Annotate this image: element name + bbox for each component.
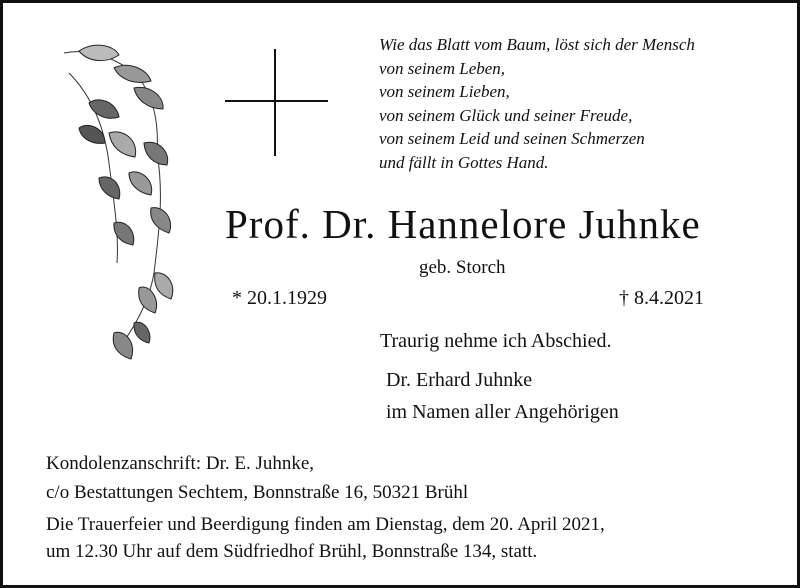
birth-date: * 20.1.1929	[232, 287, 327, 309]
condolence-address-line: c/o Bestattungen Sechtem, Bonnstraße 16, 50321 Brühl	[46, 482, 469, 503]
service-info-line: um 12.30 Uhr auf dem Südfriedhof Brühl, Bonnstraße 134, statt.	[46, 541, 538, 562]
poem-line: von seinem Leid und seinen Schmerzen	[379, 129, 645, 149]
falling-leaves-illustration	[59, 33, 199, 383]
on-behalf-line: im Namen aller Angehörigen	[386, 401, 619, 423]
poem-line: von seinem Leben,	[379, 58, 506, 78]
cross-icon	[274, 49, 276, 156]
mourner-name: Dr. Erhard Juhnke	[386, 369, 533, 391]
service-info-line: Die Trauerfeier und Beerdigung finden am Dienstag, dem 20. April 2021,	[46, 514, 605, 535]
poem	[379, 33, 695, 175]
poem-line: von seinem Glück und seiner Freude,	[379, 105, 633, 125]
deceased-name: Prof. Dr. Hannelore Juhnke	[225, 201, 701, 247]
birth-name: geb. Storch	[419, 257, 506, 278]
condolence-address-line: Kondolenzanschrift: Dr. E. Juhnke,	[46, 453, 315, 474]
poem-line: von seinem Lieben,	[379, 82, 510, 102]
poem-line: Wie das Blatt vom Baum, löst sich der Mensch	[379, 35, 695, 54]
farewell-line: Traurig nehme ich Abschied.	[380, 330, 612, 352]
cross-icon-bar	[225, 100, 328, 102]
poem-line: und fällt in Gottes Hand.	[379, 152, 549, 172]
death-date: † 8.4.2021	[619, 287, 704, 309]
